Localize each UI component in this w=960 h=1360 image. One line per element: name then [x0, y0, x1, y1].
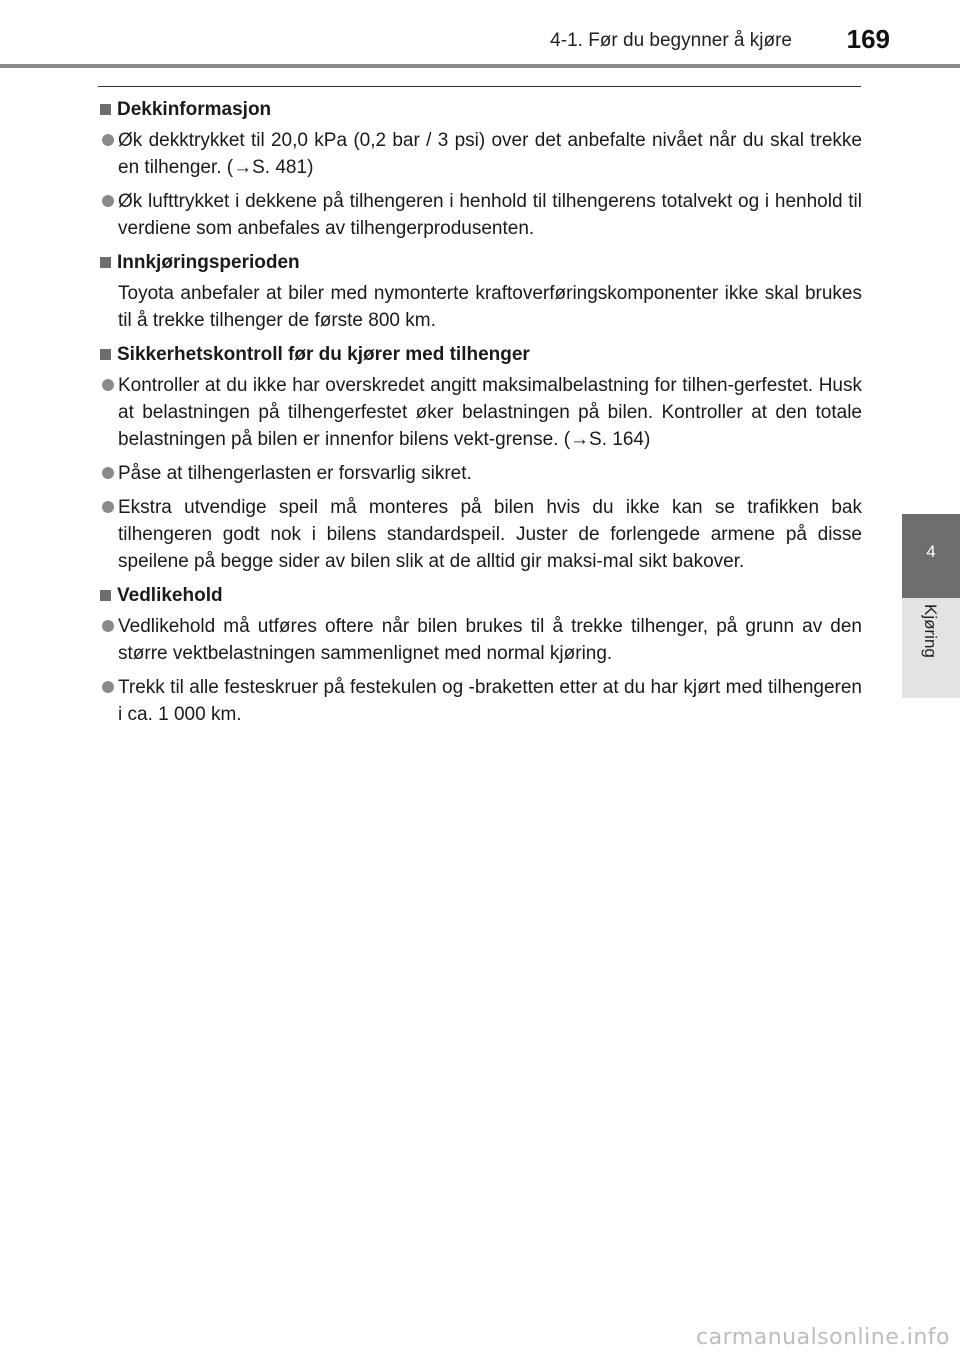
header-section-title: 4-1. Før du begynner å kjøre [550, 30, 792, 51]
chapter-number: 4 [926, 542, 936, 561]
section-heading-text: Innkjøringsperioden [117, 252, 300, 273]
round-bullet-icon [102, 501, 114, 513]
section-heading [98, 96, 862, 123]
section-innkjoringsperioden [98, 249, 862, 334]
page-header [0, 0, 960, 70]
section-vedlikehold [98, 582, 862, 728]
round-bullet-icon [102, 195, 114, 207]
list-item-text: Ekstra utvendige speil må monteres på bilen hvis du ikke kan se trafikken bak tilhengeren godt nok i bilens standardspeil. Juster de forlengede armene på disse speilene på begge sider av bilen slik at de alltid gir maksi-mal sikt bakover. [118, 497, 862, 572]
list-item-text: Vedlikehold må utføres oftere når bilen brukes til å trekke tilhenger, på grunn av den større vektbelastningen sammenlignet med normal kjøring. [118, 616, 862, 664]
list-item [98, 460, 862, 487]
section-paragraph: Toyota anbefaler at biler med nymonterte kraftoverføringskomponenter ikke skal brukes til å trekke tilhenger de første 800 km. [118, 283, 862, 331]
round-bullet-icon [102, 134, 114, 146]
square-bullet-icon [100, 590, 111, 601]
list-item [98, 613, 862, 667]
page-number: 169 [846, 24, 890, 54]
list-item [98, 188, 862, 242]
list-item [98, 372, 862, 453]
section-dekkinformasjon [98, 96, 862, 242]
square-bullet-icon [100, 349, 111, 360]
section-heading-text: Vedlikehold [117, 585, 223, 606]
list-item-text: Øk lufttrykket i dekkene på tilhengeren i henhold til tilhengerens totalvekt og i henhold til verdiene som anbefales av tilhengerprodusenten. [118, 191, 862, 239]
list-item [98, 674, 862, 728]
square-bullet-icon [100, 257, 111, 268]
list-item-text: Påse at tilhengerlasten er forsvarlig sikret. [118, 463, 472, 484]
round-bullet-icon [102, 467, 114, 479]
watermark-link[interactable]: carmanualsonline.info [696, 1325, 950, 1350]
list-item-text: Øk dekktrykket til 20,0 kPa (0,2 bar / 3 psi) over det anbefalte nivået når du skal trekke en tilhenger. (→S. 481) [118, 130, 862, 178]
round-bullet-icon [102, 379, 114, 391]
round-bullet-icon [102, 681, 114, 693]
list-item-text: Kontroller at du ikke har overskredet angitt maksimalbelastning for tilhen-gerfestet. Husk at belastningen på tilhengerfestet øker belastningen på bilen. Kontroller at den totale belastningen på bilen er innenfor bilens vekt-grense. (→S. 164) [118, 375, 862, 450]
chapter-label: Kjøring [921, 604, 940, 658]
content-divider [98, 86, 861, 87]
list-item [98, 494, 862, 575]
round-bullet-icon [102, 620, 114, 632]
section-heading [98, 341, 862, 368]
section-heading [98, 249, 862, 276]
main-content [98, 96, 862, 735]
section-heading-text: Sikkerhetskontroll før du kjører med tilhenger [117, 344, 530, 365]
section-sikkerhetskontroll [98, 341, 862, 575]
list-item-text: Trekk til alle festeskruer på festekulen og -braketten etter at du har kjørt med tilhengeren i ca. 1 000 km. [118, 677, 862, 725]
section-heading-text: Dekkinformasjon [117, 99, 272, 120]
chapter-tab[interactable] [902, 514, 960, 598]
square-bullet-icon [100, 104, 111, 115]
section-heading [98, 582, 862, 609]
list-item [98, 127, 862, 181]
header-divider [0, 64, 960, 68]
